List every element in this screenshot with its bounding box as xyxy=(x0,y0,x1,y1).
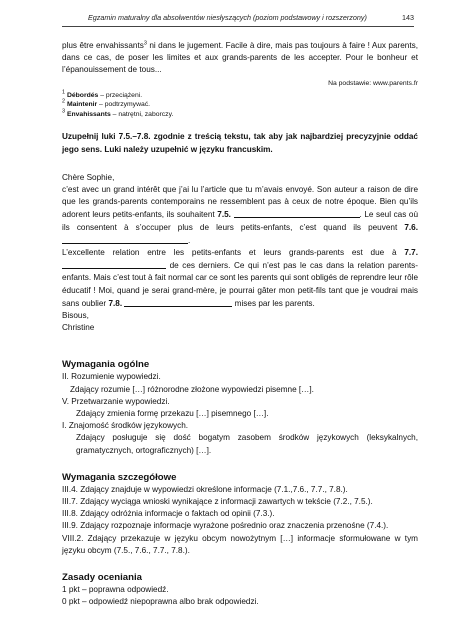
requirement-item: III.7. Zdający wyciąga wnioski wynikające z informacji zawartych w tekście (7.2., 7.5.). xyxy=(62,497,373,507)
general-requirements xyxy=(62,358,418,456)
specific-requirements xyxy=(62,471,418,557)
letter-paragraph: c’est avec un grand intérêt que j’ai lu l’article que tu m’avais envoyé. Son auteur a raison de dire que les grands-parents contemporains ne ressemblent pas à ceux de notre époque. Bien qu’ils adorent leurs petits-enfants, ils souhaitent 7.5. . Le seul cas où ils consentent à s’occuper plus de leurs petits-enfants, c’est quand ils peuvent 7.6. . xyxy=(62,185,418,245)
page-content xyxy=(62,40,418,608)
requirement-item: II. Rozumienie wypowiedzi. xyxy=(62,372,161,382)
header-title: Egzamin maturalny dla absolwentów niesłyszących (poziom podstawowy i rozszerzony) xyxy=(88,13,367,22)
page-header xyxy=(62,10,414,27)
section-heading: Wymagania szczegółowe xyxy=(62,471,177,483)
requirement-item: Zdający rozumie […] różnorodne złożone wypowiedzi pisemne […]. xyxy=(70,384,314,394)
page-number: 143 xyxy=(402,13,414,22)
requirement-item: I. Znajomość środków językowych. xyxy=(62,421,189,431)
letter-greeting: Chère Sophie, xyxy=(62,172,115,182)
source-note: Na podstawie: www.parents.fr xyxy=(328,79,418,87)
requirement-item: III.4. Zdający znajduje w wypowiedzi określone informacje (7.1.,7.6., 7.7., 7.8.). xyxy=(62,484,348,494)
passage-text: plus être envahissants$^3$ ni dans le jugement. Facile à dire, mais pas toujours à faire ! Aux parents, dans ce cas, de poser les limites et aux grands-parents de les accepter. Pour le bonheur et l’épanouissement de tous... xyxy=(62,40,419,75)
letter-signature: Christine xyxy=(62,323,95,333)
footnotes xyxy=(62,91,418,120)
letter-paragraph: L’excellente relation entre les petits-enfants et leurs grands-parents est due à 7.7. de ces derniers. Ce qui n’est pas le cas dans la relation parents-enfants. Mais c’est tout à fait normal car ce sont les parents qui sont obligés de reprendre leur rôle éducatif ! Moi, quand je serai grand-mère, je pourrai gâter mon petit-fils tant que je voudrai mais sans oublier 7.8. mises par les parents. xyxy=(62,248,419,308)
gap-label: 7.6. xyxy=(404,222,418,232)
requirement-item: III.9. Zdający rozpoznaje informacje wyrażone pośrednio oraz znaczenia przenośne (7.4.). xyxy=(62,521,389,531)
gap-label: 7.5. xyxy=(217,210,231,220)
requirement-item: Zdający posługuje się dość bogatym zasobem środków językowych (leksykalnych, gramatycznych, ortograficznych) […]. xyxy=(76,433,418,455)
letter-closing: Bisous, xyxy=(62,311,89,321)
footnote: $^2$ Maintenir – podtrzymywać. xyxy=(62,98,151,109)
gap-label: 7.7. xyxy=(404,248,419,258)
answer-gap-7-7[interactable] xyxy=(62,259,166,269)
answer-gap-7-6[interactable] xyxy=(62,234,188,244)
scoring-item: 1 pkt – poprawna odpowiedź. xyxy=(62,585,169,595)
requirement-item: Zdający zmienia formę przekazu […] pisemnego […]. xyxy=(76,409,269,419)
section-heading: Wymagania ogólne xyxy=(62,359,150,371)
footnote: $^1$ Débordés – przeciążeni. xyxy=(62,89,143,99)
requirement-item: VIII.2. Zdający przekazuje w języku obcym nowożytnym […] informacje sformułowane w tym języku obcym (7.5., 7.6., 7.7., 7.8.). xyxy=(62,533,418,555)
letter xyxy=(62,172,418,335)
answer-gap-7-5[interactable] xyxy=(234,208,360,218)
scoring-rules xyxy=(62,571,418,608)
section-heading: Zasady oceniania xyxy=(62,572,142,584)
scoring-item: 0 pkt – odpowiedź niepoprawna albo brak odpowiedzi. xyxy=(62,597,259,607)
requirement-item: V. Przetwarzanie wypowiedzi. xyxy=(62,396,170,406)
requirement-item: III.8. Zdający odróżnia informacje o faktach od opinii (7.3.). xyxy=(62,509,275,519)
footnote: $^3$ Envahissants – natrętni, zaborczy. xyxy=(62,108,174,118)
task-instruction: Uzupełnij luki 7.5.–7.8. zgodnie z treścią tekstu, tak aby jak najbardziej precyzyjnie oddać jego sens. Luki należy uzupełnić w języku francuskim. xyxy=(62,132,418,154)
gap-label: 7.8. xyxy=(108,298,123,308)
answer-gap-7-8[interactable] xyxy=(124,297,232,307)
